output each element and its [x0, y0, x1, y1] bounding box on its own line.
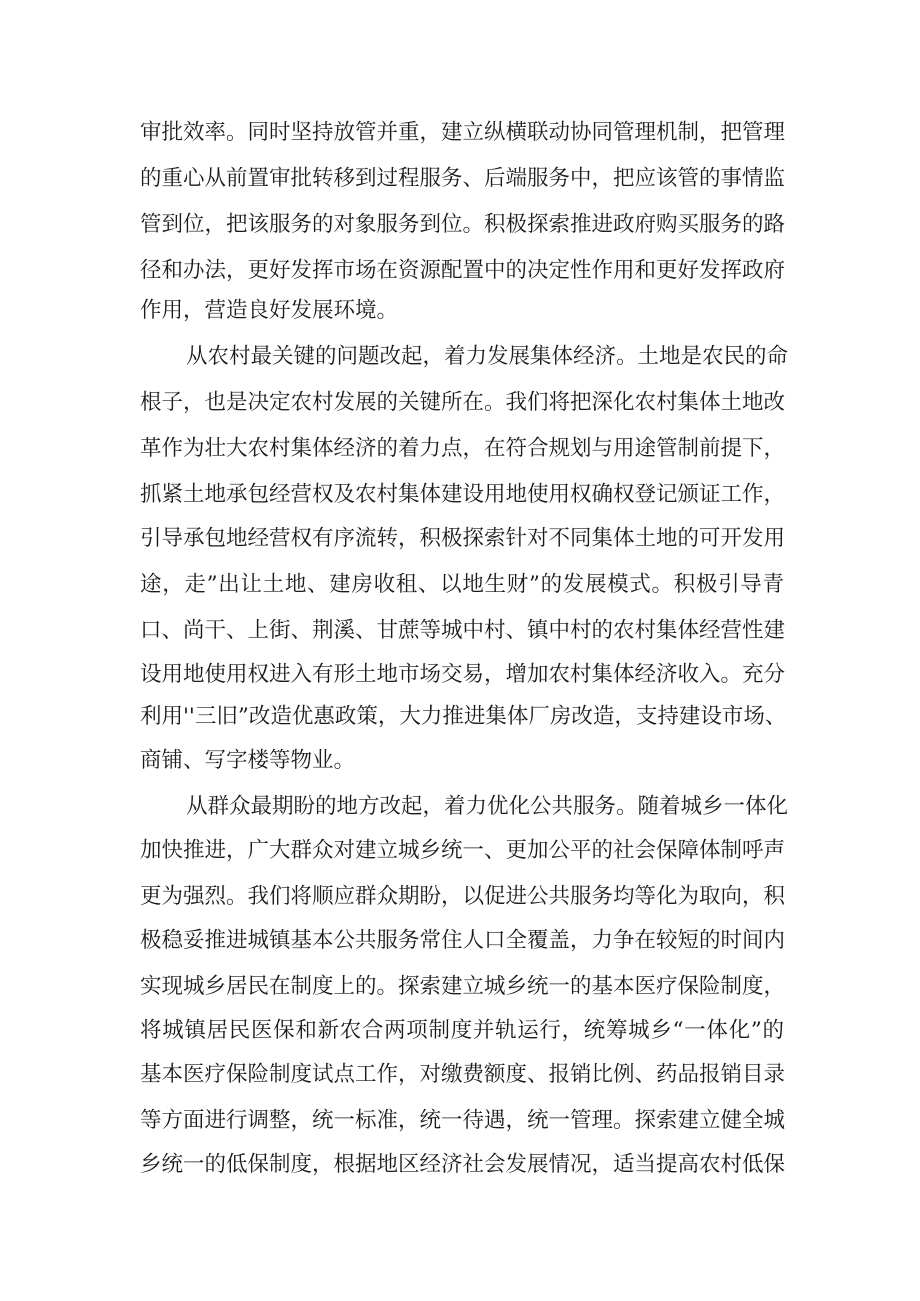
text-line-17: 加快推进，广大群众对建立城乡统一、更加公平的社会保障体制呼声: [140, 838, 786, 863]
text-line-19: 极稳妥推进城镇基本公共服务常住人口全覆盖，力争在较短的时间内: [140, 928, 786, 953]
text-line-7: 根子，也是决定农村发展的关键所在。我们将把深化农村集体土地改: [140, 390, 786, 415]
text-line-9: 抓紧土地承包经营权及农村集体建设用地使用权确权登记颁证工作，: [140, 482, 786, 507]
text-line-2: 的重心从前置审批转移到过程服务、后端服务中，把应该管的事情监: [140, 166, 786, 191]
text-line-3: 管到位，把该服务的对象服务到位。积极探索推进政府购买服务的路: [140, 212, 786, 237]
text-line-13: 设用地使用权进入有形土地市场交易，增加农村集体经济收入。充分: [140, 662, 786, 687]
text-line-14: 利用''三旧”改造优惠政策，大力推进集体厂房改造，支持建设市场、: [140, 704, 787, 729]
text-line-24: 乡统一的低保制度，根据地区经济社会发展情况，适当提高农村低保: [140, 1152, 786, 1177]
text-line-20: 实现城乡居民在制度上的。探索建立城乡统一的基本医疗保险制度，: [140, 974, 786, 999]
text-line-6: 从农村最关键的问题改起，着力发展集体经济。土地是农民的命: [186, 344, 789, 369]
text-line-4: 径和办法，更好发挥市场在资源配置中的决定性作用和更好发挥政府: [140, 258, 786, 283]
text-line-23: 等方面进行调整，统一标准，统一待遇，统一管理。探索建立健全城: [140, 1108, 786, 1133]
text-line-5: 作用，营造良好发展环境。: [140, 298, 399, 323]
text-line-11: 途，走”出让土地、建房收租、以地生财”的发展模式。积极引导青: [140, 572, 784, 597]
text-line-21: 将城镇居民医保和新农合两项制度并轨运行，统筹城乡“一体化”的: [140, 1018, 784, 1043]
text-line-1: 审批效率。同时坚持放管并重，建立纵横联动协同管理机制，把管理: [140, 120, 786, 145]
text-line-22: 基本医疗保险制度试点工作，对缴费额度、报销比例、药品报销目录: [140, 1062, 786, 1087]
text-line-8: 革作为壮大农村集体经济的着力点，在符合规划与用途管制前提下，: [140, 436, 786, 461]
text-line-12: 口、尚干、上街、荆溪、甘蔗等城中村、镇中村的农村集体经营性建: [140, 618, 786, 643]
text-line-16: 从群众最期盼的地方改起，着力优化公共服务。随着城乡一体化: [186, 794, 789, 819]
text-line-18: 更为强烈。我们将顺应群众期盼，以促进公共服务均等化为取向，积: [140, 884, 786, 909]
text-line-10: 引导承包地经营权有序流转，积极探索针对不同集体土地的可开发用: [140, 526, 786, 551]
text-line-15: 商铺、写字楼等物业。: [140, 748, 356, 773]
